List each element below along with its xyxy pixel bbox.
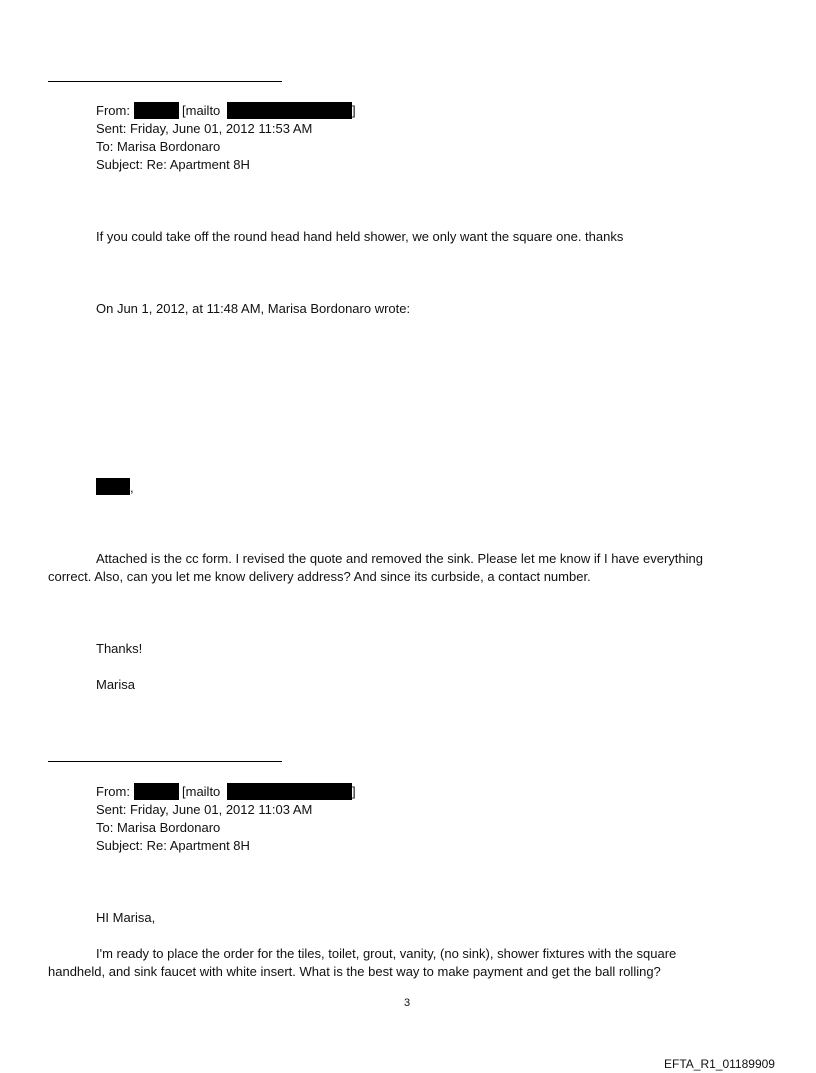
redacted-recipient-name [96,478,130,495]
mailto-open-1: [mailto [182,103,221,118]
message-body-3-line-2: handheld, and sink faucet with white insert. What is the best way to make payment and get the ball rolling? [48,964,661,979]
mailto-close-1: ] [352,103,356,118]
redacted-sender-email-1 [227,102,352,119]
message-body-2-line-1: Attached is the cc form. I revised the quote and removed the sink. Please let me know if I have everything [96,551,703,566]
separator-line-1 [48,81,282,82]
redacted-sender-email-2 [227,783,352,800]
redacted-sender-name-1 [134,102,179,119]
message-body-1: If you could take off the round head hand held shower, we only want the square one. thanks [96,229,624,244]
sent-line-1: Sent: Friday, June 01, 2012 11:53 AM [96,121,313,136]
from-label-2: From: [96,784,130,799]
greeting-comma: , [130,480,134,495]
message-body-2-line-2: correct. Also, can you let me know delivery address? And since its curbside, a contact number. [48,569,591,584]
separator-line-2 [48,761,282,762]
mailto-close-2: ] [352,784,356,799]
greeting-3: HI Marisa, [96,910,156,925]
subject-line-2: Subject: Re: Apartment 8H [96,838,250,853]
mailto-open-2: [mailto [182,784,221,799]
closing-thanks: Thanks! [96,641,143,656]
to-line-2: To: Marisa Bordonaro [96,820,221,835]
page-number: 3 [404,997,411,1009]
bates-number: EFTA_R1_01189909 [664,1057,775,1071]
message-body-3-line-1: I'm ready to place the order for the tiles, toilet, grout, vanity, (no sink), shower fixtures with the square [96,946,677,961]
to-line-1: To: Marisa Bordonaro [96,139,221,154]
subject-line-1: Subject: Re: Apartment 8H [96,157,250,172]
sent-line-2: Sent: Friday, June 01, 2012 11:03 AM [96,802,313,817]
redacted-sender-name-2 [134,783,179,800]
signature: Marisa [96,677,136,692]
quote-intro: On Jun 1, 2012, at 11:48 AM, Marisa Bordonaro wrote: [96,301,411,316]
from-label-1: From: [96,103,130,118]
